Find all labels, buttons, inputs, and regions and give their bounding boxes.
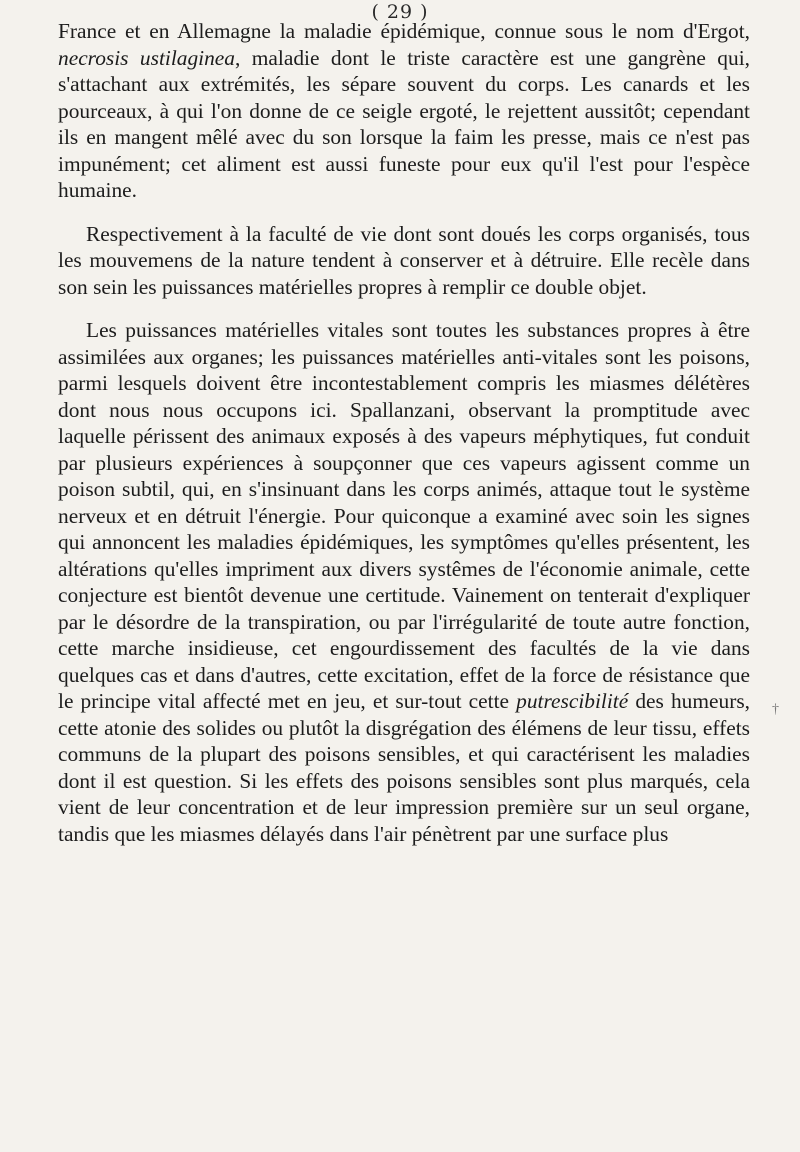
margin-mark: † xyxy=(772,702,779,717)
paragraph-1-text-b: , maladie dont le triste caractère est une gangrène qui, s'attachant aux extrémités, les sépare souvent du corps. Les canards et les pourceaux, à qui l'on donne de ce seigle ergoté, le rejettent aussitôt; cependant ils en mangent mêlé avec du son lorsque la faim les presse, mais ce n'est pas impunément; cet aliment est aussi funeste pour eux qu'il l'est pour l'espèce humaine. xyxy=(58,45,750,202)
body-text xyxy=(58,18,750,847)
paragraph-gap xyxy=(58,204,750,221)
paragraph-1 xyxy=(58,18,750,204)
paragraph-1-text-a: France et en Allemagne la maladie épidémique, connue sous le nom d'Ergot, xyxy=(58,19,750,43)
paragraph-2: Respectivement à la faculté de vie dont sont doués les corps organisés, tous les mouvemens de la nature tendent à conserver et à détruire. Elle recèle dans son sein les puissances matérielles propres à remplir ce double objet. xyxy=(58,221,750,299)
page-number: ( 29 ) xyxy=(371,1,429,23)
paragraph-1-italic-term: necrosis ustilaginea xyxy=(58,45,235,70)
paragraph-3-italic-term: putrescibilité xyxy=(516,689,629,713)
paragraph-3-text-b: des humeurs, cette atonie des solides ou plutôt la disgrégation des élémens de leur tissu, effets communs de la plupart des poisons sensibles, et qui caractérisent les maladies dont il est question. Si les effets des poisons sensibles sont plus marqués, cela vient de leur concentration et de leur impression première sur un seul organe, tandis que les miasmes délayés dans l'air pénètrent par une surface plus xyxy=(58,689,750,846)
paragraph-gap xyxy=(58,300,750,317)
paragraph-3-text-a: Les puissances matérielles vitales sont toutes les substances propres à être assimilées aux organes; les puissances matérielles anti-vitales sont les poisons, parmi lesquels doivent être incontestablement compris les miasmes délétères dont nous nous occupons ici. Spallanzani, observant la promptitude avec laquelle périssent des animaux exposés à des vapeurs méphytiques, fut conduit par plusieurs expériences à soupçonner que ces vapeurs agissent comme un poison subtil, qui, en s'insinuant dans les corps animés, attaque tout le système nerveux et en détruit l'énergie. Pour quiconque a examiné avec soin les signes qui annoncent les maladies épidémiques, les symptômes qu'elles présentent, les altérations qu'elles impriment aux divers systêmes de l'économie animale, cette conjecture est bientôt devenue une certitude. Vainement on tenterait d'expliquer par le désordre de la transpiration, ou par l'irrégularité de toute autre fonction, cette marche insidieuse, cet engourdissement des facultés de la vie dans quelques cas et dans d'autres, cette excitation, effet de la force de résistance que le principe vital affecté met en jeu, et sur-tout cette xyxy=(58,318,750,713)
paragraph-3 xyxy=(58,317,750,847)
